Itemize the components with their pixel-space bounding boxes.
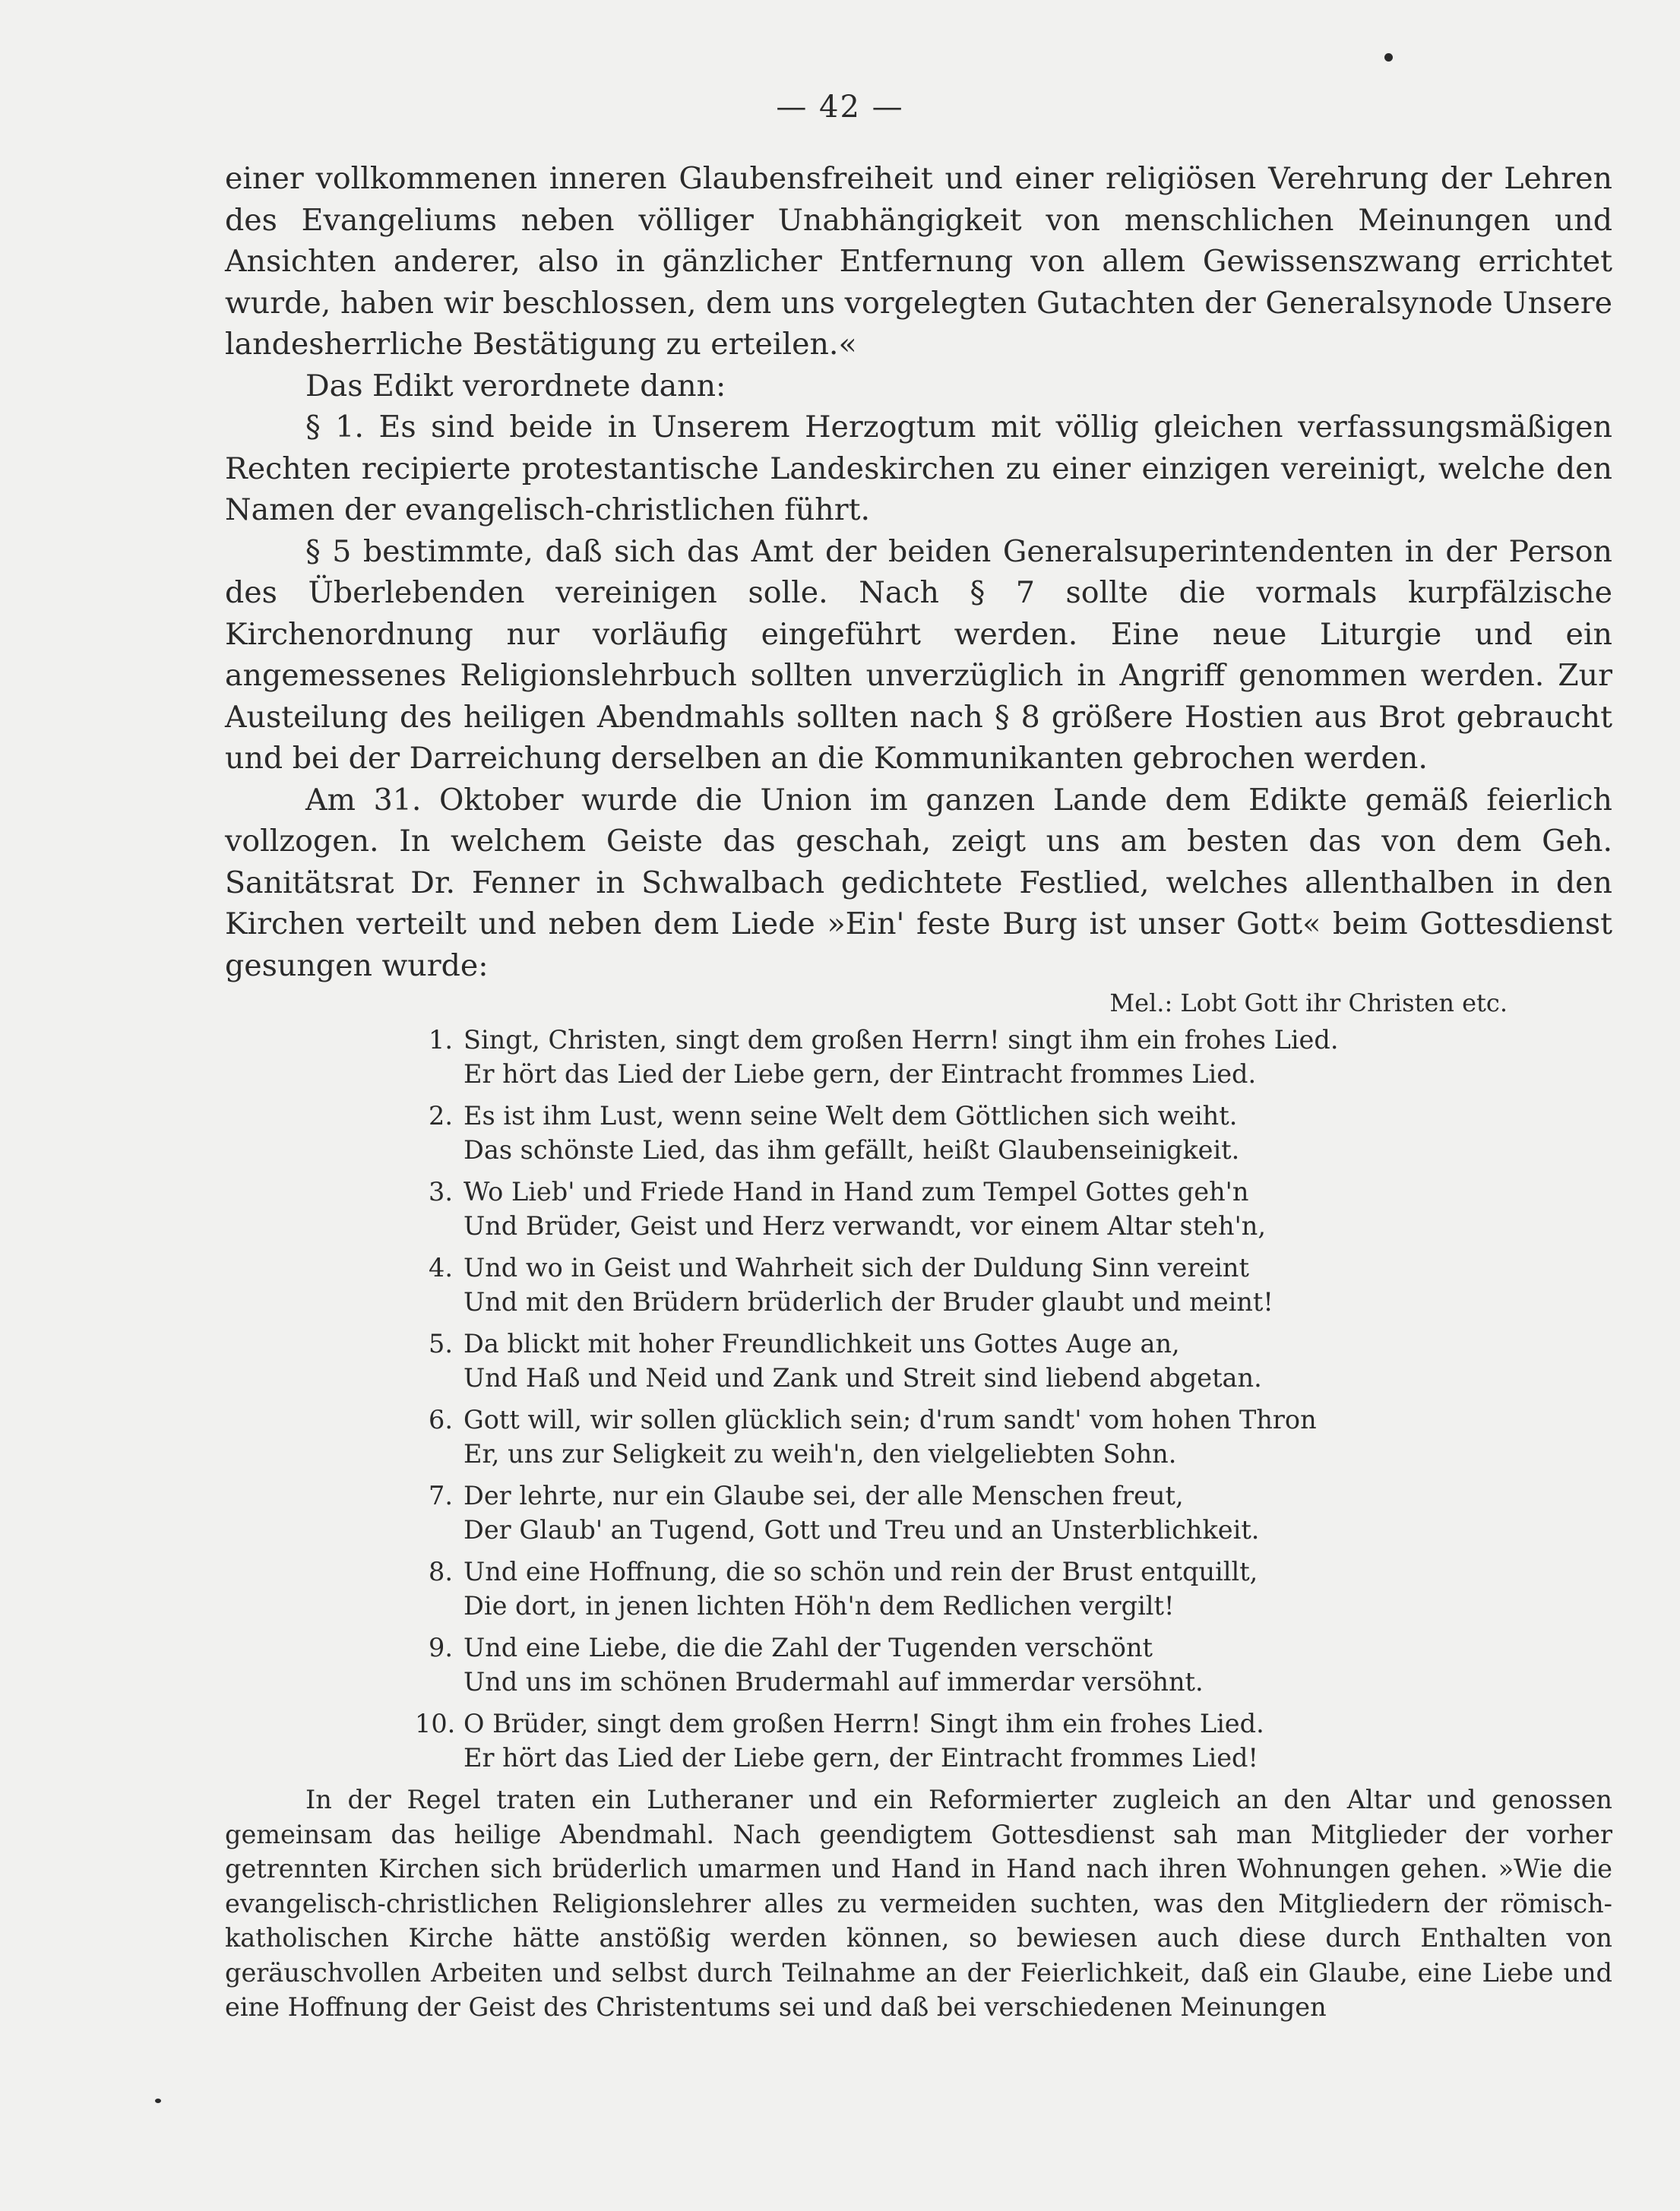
verse-line: Da blickt mit hoher Freundlichkeit uns Gottes Auge an, [464, 1329, 1180, 1359]
paragraph: einer vollkommenen inneren Glaubensfreiheit und einer religiösen Verehrung der Lehren des Evangeliums neben völliger Unabhängigkeit von menschlichen Meinungen und Ansichten anderer, also in gänzlicher Entfernung von allem Gewissenszwang errichtet wurde, haben wir beschlossen, dem uns vorgelegten Gutachten der Generalsynode Unsere landesherrliche Bestätigung zu erteilen.« [225, 161, 1612, 362]
stanza [415, 1403, 1612, 1471]
stanza [415, 1327, 1612, 1395]
page-number: — 42 — [776, 90, 904, 125]
body-text [225, 158, 1612, 2025]
stanza [415, 1631, 1612, 1699]
paragraph: § 5 bestimmte, daß sich das Amt der beiden Generalsuperintendenten in der Person des Überlebenden vereinigen solle. Nach § 7 sollte die vormals kurpfälzische Kirchenordnung nur vorläufig eingeführt werden. Eine neue Liturgie und ein angemessenes Religionslehrbuch sollten unverzüglich in Angriff genommen werden. Zur Austeilung des heiligen Abendmahls sollten nach § 8 größere Hostien aus Brot gebraucht und bei der Darreichung derselben an die Kommunikanten gebrochen werden. [225, 533, 1612, 776]
paragraph: Am 31. Oktober wurde die Union im ganzen Lande dem Edikte gemäß feierlich vollzogen. In welchem Geiste das geschah, zeigt uns am besten das von dem Geh. Sanitätsrat Dr. Fenner in Schwalbach gedichtete Festlied, welches allenthalben in den Kirchen verteilt und neben dem Liede »Ein' feste Burg ist unser Gott« beim Gottesdienst gesungen wurde: [225, 782, 1612, 983]
paragraph: Das Edikt verordnete dann: [305, 368, 726, 403]
stanza [415, 1099, 1612, 1167]
stanza-number: 2. [429, 1101, 453, 1131]
closing-text [225, 1782, 1612, 2025]
stanza [415, 1555, 1612, 1623]
verse-line: Und eine Liebe, die die Zahl der Tugenden verschönt [464, 1633, 1153, 1662]
verse-line: Es ist ihm Lust, wenn seine Welt dem Göttlichen sich weiht. [464, 1101, 1238, 1131]
verse-line: Und mit den Brüdern brüderlich der Bruder glaubt und meint! [464, 1287, 1273, 1317]
verse-line: Und Haß und Neid und Zank und Streit sind liebend abgetan. [464, 1363, 1262, 1393]
verse-line: Wo Lieb' und Friede Hand in Hand zum Tempel Gottes geh'n [464, 1177, 1249, 1207]
verse-line: Das schönste Lied, das ihm gefällt, heißt Glaubenseinigkeit. [464, 1135, 1240, 1165]
stanza-number: 7. [429, 1481, 453, 1510]
verse-line: Er hört das Lied der Liebe gern, der Eintracht frommes Lied! [464, 1743, 1258, 1773]
print-speck [1384, 53, 1393, 62]
verse-line: Singt, Christen, singt dem großen Herrn! singt ihm ein frohes Lied. [464, 1025, 1339, 1055]
verse-line: Und wo in Geist und Wahrheit sich der Duldung Sinn vereint [464, 1253, 1249, 1283]
stanza-number: 1. [429, 1025, 453, 1055]
verse-line: Die dort, in jenen lichten Höh'n dem Redlichen vergilt! [464, 1591, 1175, 1621]
stanza-number: 10. [415, 1709, 456, 1738]
stanza-number: 5. [429, 1329, 453, 1359]
paragraph: § 1. Es sind beide in Unserem Herzogtum mit völlig gleichen verfassungsmäßigen Rechten recipierte protestantische Landeskirchen zu einer einzigen vereinigt, welche den Namen der evangelisch-christlichen führt. [225, 410, 1612, 527]
stanza-number: 6. [429, 1405, 453, 1434]
paragraph: In der Regel traten ein Lutheraner und ein Reformierter zugleich an den Altar und genossen gemeinsam das heilige Abendmahl. Nach geendigtem Gottesdienst sah man Mitglieder der vorher getrennten Kirchen sich brüderlich umarmen und Hand in Hand nach ihren Wohnungen gehen. »Wie die evangelisch-christlichen Religionslehrer alles zu vermeiden suchten, was den Mitgliedern der römisch-katholischen Kirche hätte anstößig werden können, so bewiesen auch diese durch Enthalten von geräuschvollen Arbeiten und selbst durch Teilnahme an der Feierlichkeit, daß ein Glaube, eine Liebe und eine Hoffnung der Geist des Christentums sei und daß bei verschiedenen Meinungen [225, 1785, 1612, 2022]
festlied [415, 1023, 1612, 1775]
verse-line: Und Brüder, Geist und Herz verwandt, vor einem Altar steh'n, [464, 1211, 1267, 1241]
verse-line: Und uns im schönen Brudermahl auf immerdar versöhnt. [464, 1667, 1204, 1697]
stanza [415, 1479, 1612, 1547]
verse-line: Der lehrte, nur ein Glaube sei, der alle Menschen freut, [464, 1481, 1184, 1510]
verse-line: Er hört das Lied der Liebe gern, der Eintracht frommes Lied. [464, 1059, 1257, 1089]
stanza [415, 1706, 1612, 1775]
verse-line: O Brüder, singt dem großen Herrn! Singt ihm ein frohes Lied. [464, 1709, 1264, 1738]
stanza-number: 9. [429, 1633, 453, 1662]
stanza [415, 1251, 1612, 1319]
stanza [415, 1023, 1612, 1091]
stanza-number: 3. [429, 1177, 453, 1207]
stanza-number: 4. [429, 1253, 453, 1283]
stanza-number: 8. [429, 1557, 453, 1586]
verse-line: Der Glaub' an Tugend, Gott und Treu und an Unsterblichkeit. [464, 1515, 1260, 1545]
stanza [415, 1175, 1612, 1243]
melody-note: Mel.: Lobt Gott ihr Christen etc. [1109, 988, 1508, 1017]
verse-line: Und eine Hoffnung, die so schön und rein der Brust entquillt, [464, 1557, 1258, 1586]
verse-line: Er, uns zur Seligkeit zu weih'n, den vielgeliebten Sohn. [464, 1439, 1177, 1469]
print-speck [155, 2099, 161, 2103]
verse-line: Gott will, wir sollen glücklich sein; d'rum sandt' vom hohen Thron [464, 1405, 1317, 1434]
